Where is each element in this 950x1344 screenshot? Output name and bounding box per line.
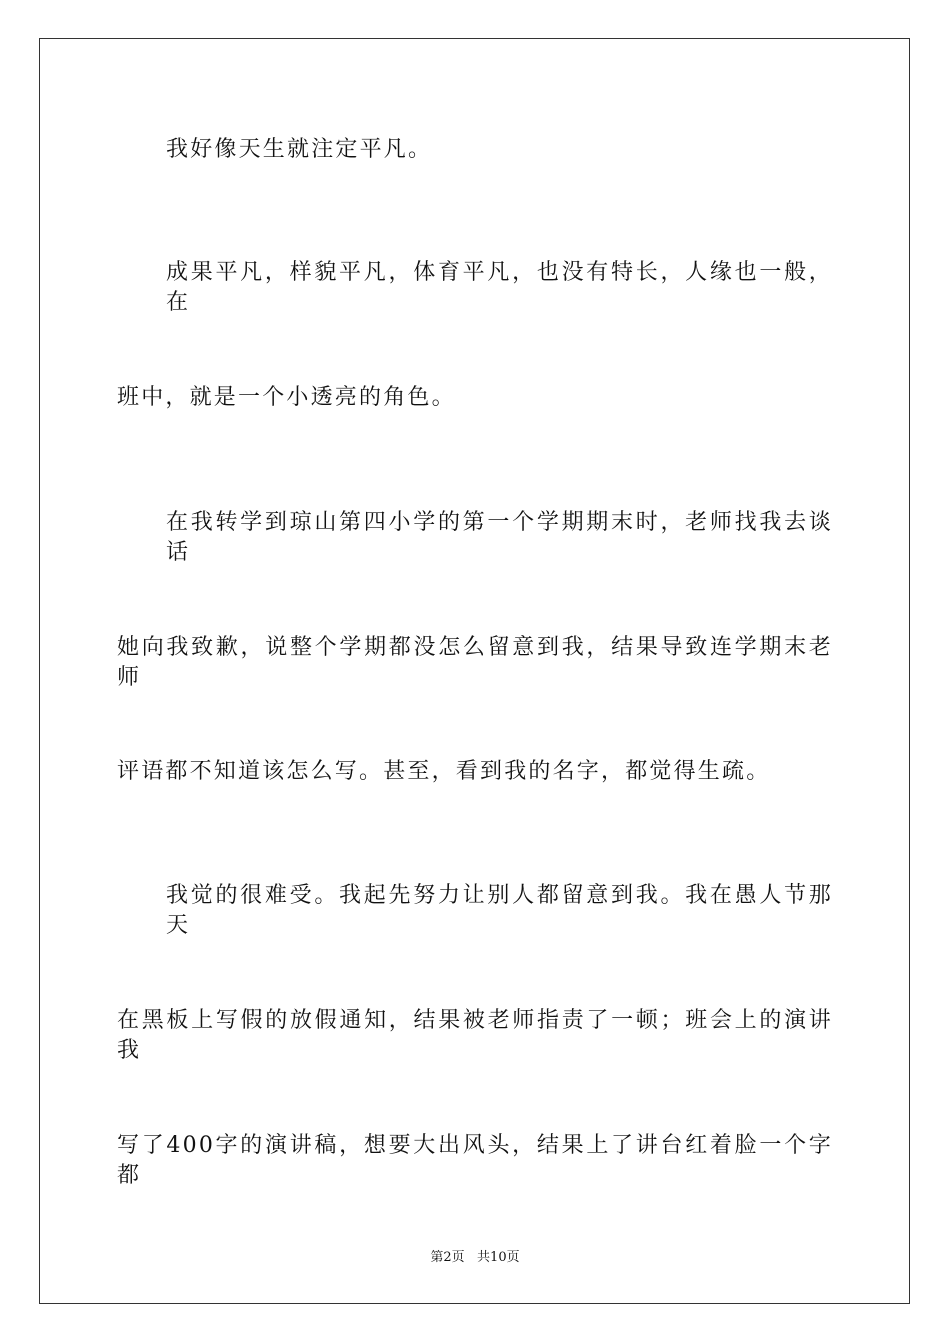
text-line-3: 班中，就是一个小透亮的角色。 xyxy=(117,385,456,410)
text-line-1: 我好像天生就注定平凡。 xyxy=(166,137,433,162)
text-line-6: 评语都不知道该怎么写。甚至，看到我的名字，都觉得生疏。 xyxy=(117,759,771,784)
text-line-7: 我觉的很难受。我起先努力让别人都留意到我。我在愚人节那天 xyxy=(166,883,833,938)
page-border xyxy=(39,38,910,1304)
text-line-8: 在黑板上写假的放假通知，结果被老师指责了一顿；班会上的演讲我 xyxy=(117,1008,833,1063)
text-line-5: 她向我致歉，说整个学期都没怎么留意到我，结果导致连学期末老师 xyxy=(117,635,833,690)
text-line-4: 在我转学到琼山第四小学的第一个学期期末时，老师找我去谈话 xyxy=(166,510,833,565)
text-line-2: 成果平凡，样貌平凡，体育平凡，也没有特长，人缘也一般，在 xyxy=(166,260,833,315)
page-number-footer: 第2页 共10页 xyxy=(430,1250,520,1265)
text-line-9: 写了400字的演讲稿，想要大出风头，结果上了讲台红着脸一个字都 xyxy=(117,1133,833,1188)
